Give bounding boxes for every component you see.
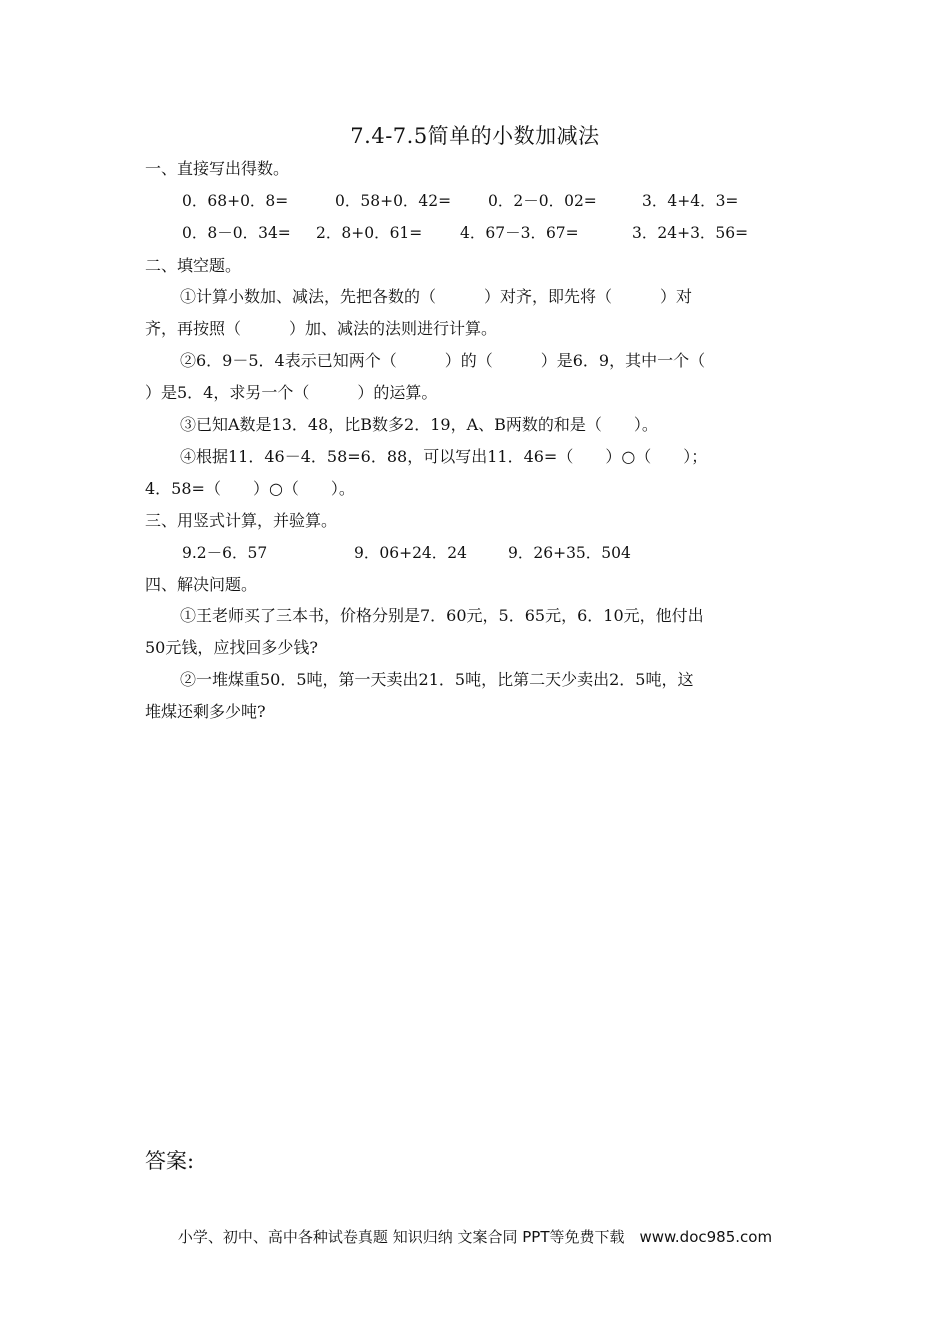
question-4-line1: ④根据11．46－4．58=6．88，可以写出11．46=（ ）○（ ）；	[180, 447, 708, 466]
section4-heading: 四、解决问题。	[145, 575, 258, 594]
answer-label: 答案:	[145, 1149, 195, 1173]
page-title: 7.4-7.5简单的小数加减法	[350, 124, 600, 148]
section2-heading: 二、填空题。	[145, 256, 242, 275]
exercise-item: 2．8+0．61=	[316, 224, 423, 242]
footer-text: 小学、初中、高中各种试卷真题 知识归纳 文案合同 PPT等免费下载 www.doc985.com	[177, 1228, 773, 1246]
question-4-line2: 4．58=（ ）○（ ）。	[145, 479, 355, 498]
problem-2-line1: ②一堆煤重50．5吨，第一天卖出21．5吨，比第二天少卖出2．5吨，这	[180, 670, 694, 689]
exercise-item: 0．58+0．42=	[335, 192, 452, 210]
exercise-item: 0．2－0．02=	[488, 192, 597, 210]
exercise-item: 9．06+24．24	[354, 544, 468, 562]
question-3: ③已知A数是13．48，比B数多2．19，A、B两数的和是（ ）。	[180, 415, 658, 434]
exercise-item: 3．4+4．3=	[642, 192, 739, 210]
exercise-item: 4．67－3．67=	[460, 224, 579, 242]
exercise-item: 3．24+3．56=	[632, 224, 749, 242]
problem-1-line1: ①王老师买了三本书，价格分别是7．60元，5．65元，6．10元，他付出	[180, 606, 704, 625]
exercise-item: 0．68+0．8=	[182, 192, 289, 210]
question-2-line1: ②6．9－5．4表示已知两个（ ）的（ ）是6．9，其中一个（	[180, 351, 706, 370]
exercise-item: 0．8－0．34=	[182, 224, 291, 242]
exercise-item: 9．26+35．504	[508, 544, 631, 562]
question-1-line2: 齐，再按照（ ）加、减法的法则进行计算。	[145, 319, 498, 338]
problem-2-line2: 堆煤还剩多少吨?	[145, 702, 266, 721]
question-1-line1: ①计算小数加、减法，先把各数的（ ）对齐，即先将（ ）对	[180, 287, 693, 306]
section1-heading: 一、直接写出得数。	[145, 159, 290, 178]
question-2-line2: ）是5．4，求另一个（ ）的运算。	[145, 383, 438, 402]
problem-1-line2: 50元钱，应找回多少钱?	[145, 638, 318, 657]
exercise-item: 9.2－6．57	[182, 544, 268, 562]
section3-heading: 三、用竖式计算，并验算。	[145, 511, 338, 530]
